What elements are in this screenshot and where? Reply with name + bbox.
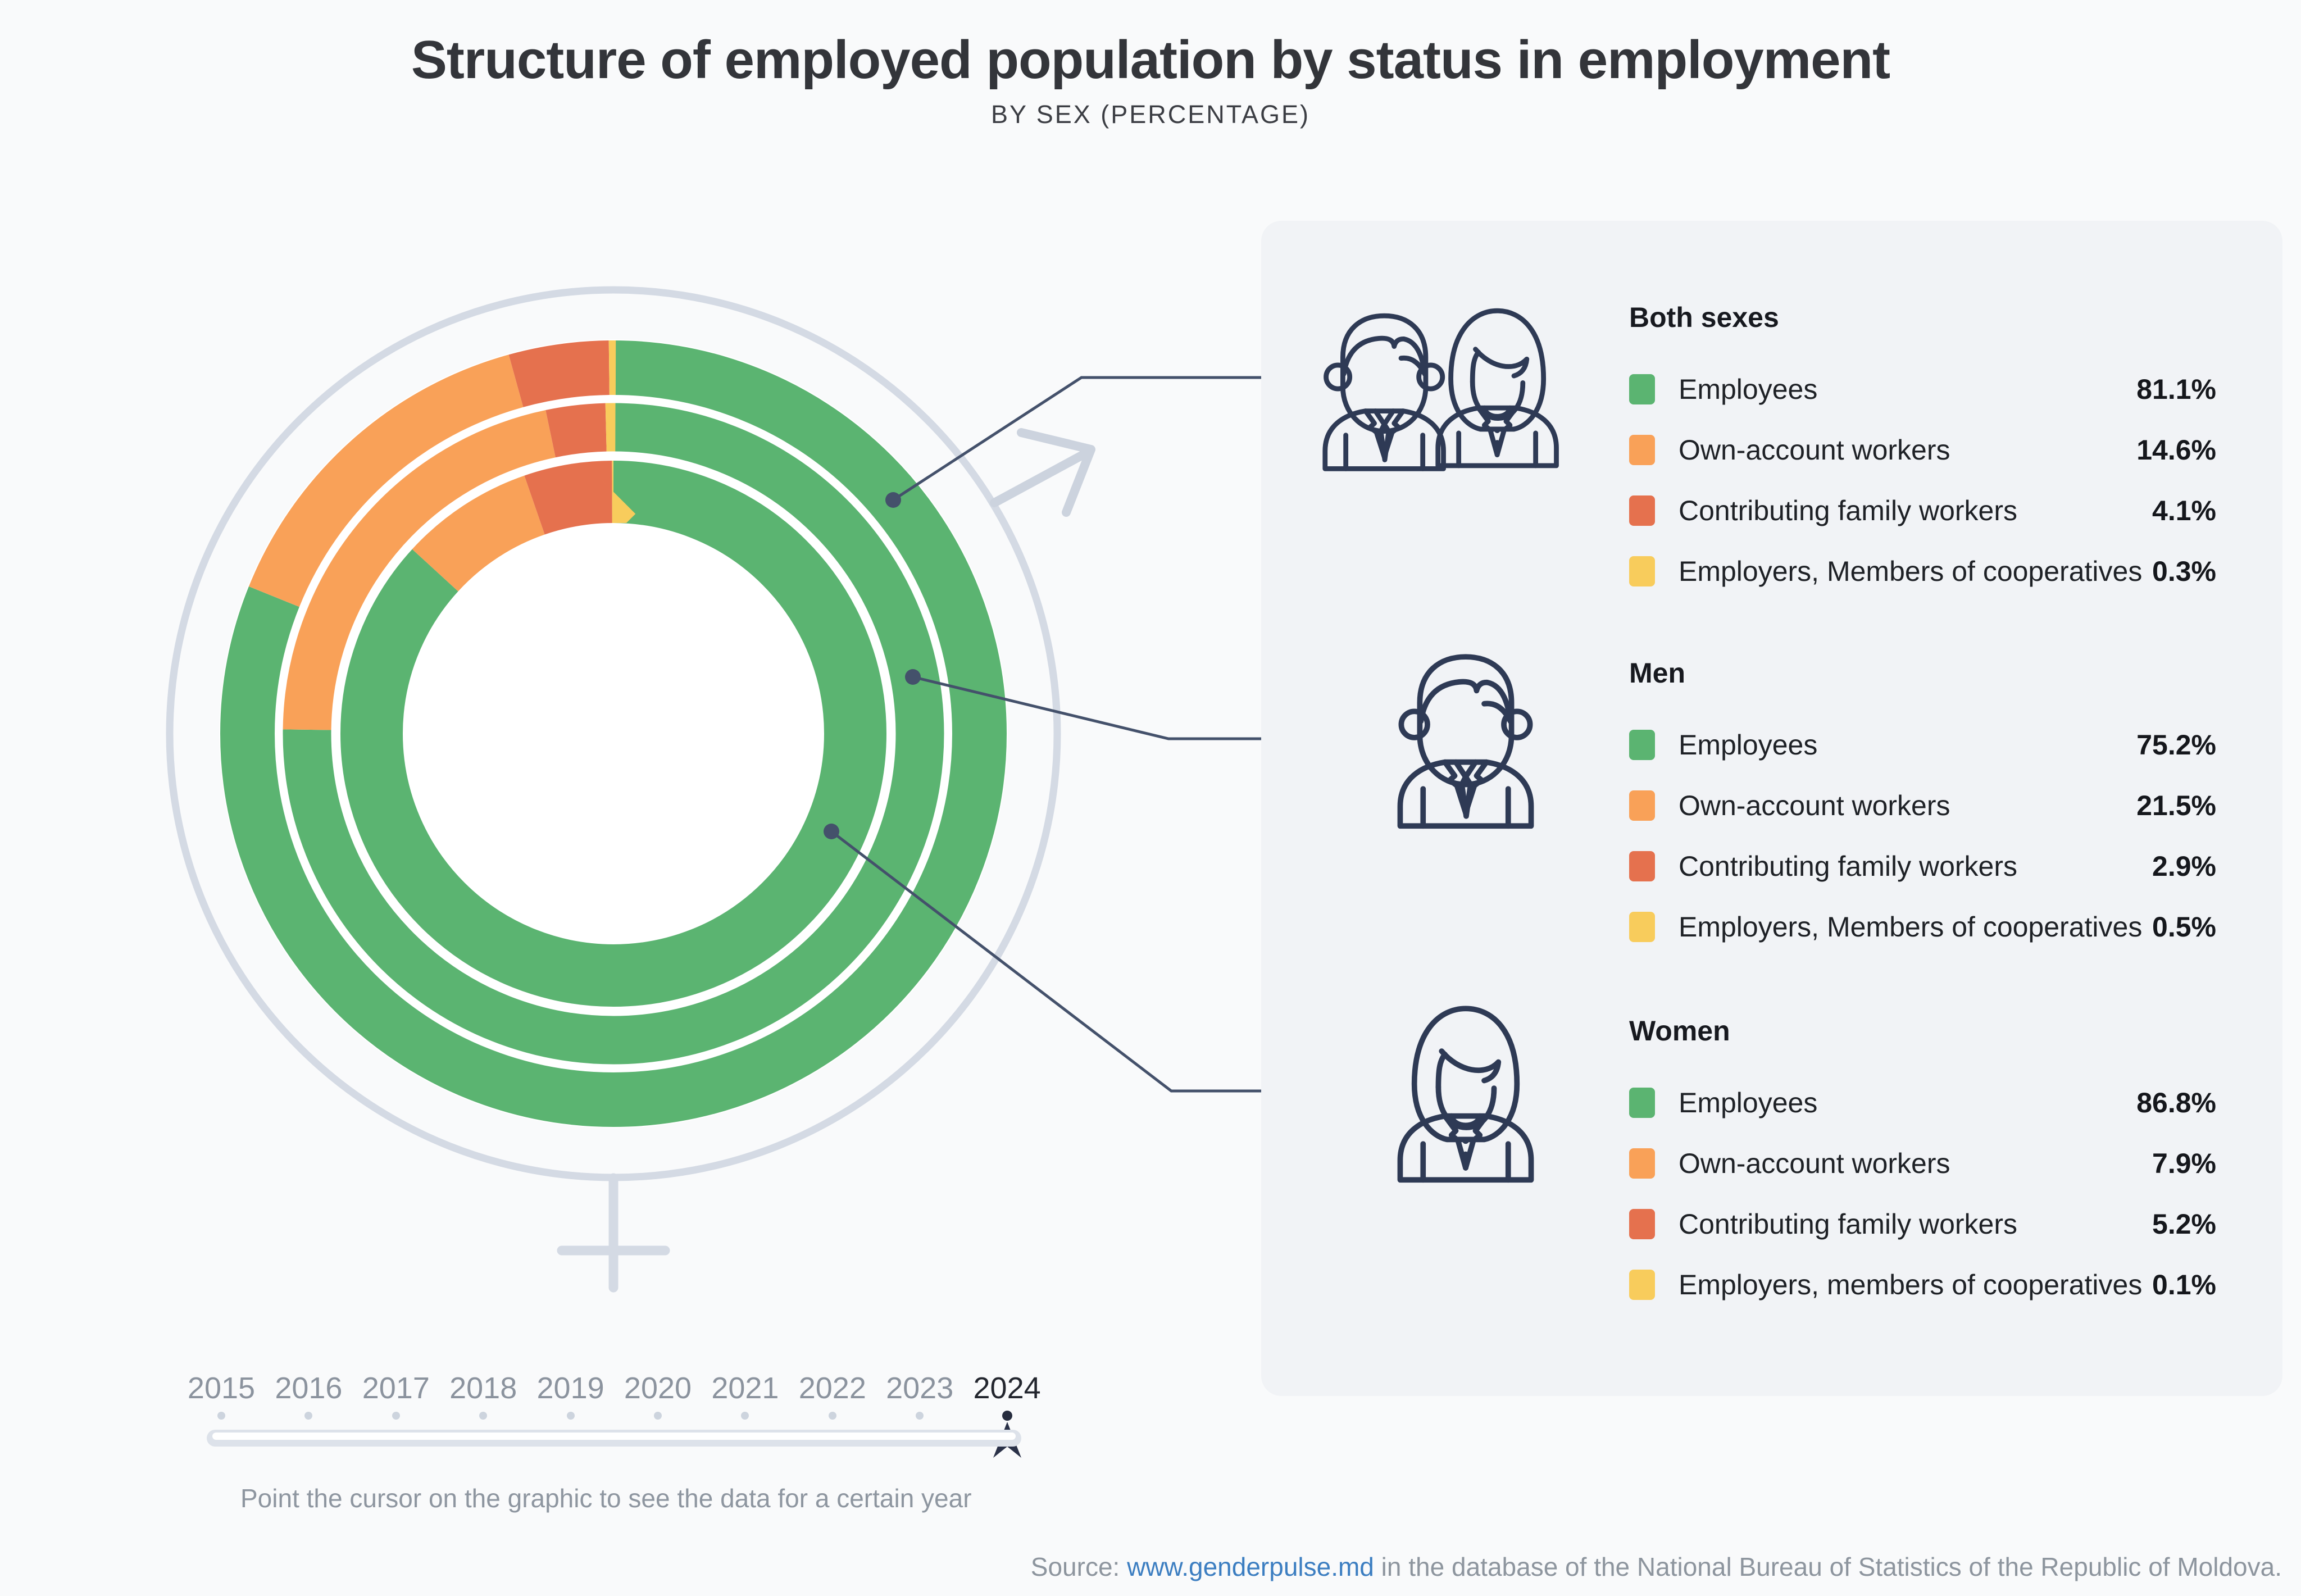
timeline-dot[interactable] [392,1412,400,1420]
legend-row [1629,1072,2216,1133]
year-2021[interactable]: 2021 [711,1371,779,1405]
legend-row [1629,1133,2216,1194]
legend-row [1629,897,2216,957]
legend-row [1629,715,2216,775]
legend-row [1629,359,2216,420]
year-2020[interactable]: 2020 [624,1371,692,1405]
source-link[interactable]: www.genderpulse.md [1127,1552,1374,1581]
legend-group-women [1629,1016,2216,1315]
employees-swatch [1629,730,1655,760]
legend-label: Employees [1679,374,1818,405]
legend-group-both-sexes [1629,302,2216,602]
connector-dot-men [905,669,921,685]
employers-swatch [1629,556,1655,586]
legend-value: 5.2% [2152,1208,2216,1240]
legend-value: 14.6% [2136,434,2216,466]
legend-value: 2.9% [2152,851,2216,882]
family-workers-swatch [1629,495,1655,526]
legend-row [1629,420,2216,480]
year-2016[interactable]: 2016 [275,1371,343,1405]
man-icon [1393,642,1538,831]
employees-swatch [1629,1088,1655,1118]
woman-icon [1393,995,1538,1185]
timeline-hint: Point the cursor on the graphic to see the data for a certain year [240,1484,972,1513]
source-line [1031,1552,2282,1582]
legend-value: 4.1% [2152,495,2216,526]
timeline-slider-track[interactable] [207,1430,1021,1447]
legend-label: Employers, Members of cooperatives [1679,556,2143,587]
family-workers-swatch [1629,1209,1655,1239]
group-heading: Both sexes [1629,302,1779,333]
own-account-swatch [1629,790,1655,821]
legend-label: Contributing family workers [1679,851,2017,882]
family-workers-swatch [1629,851,1655,881]
source-suffix: in the database of the National Bureau of Statistics of the Republic of Moldova. [1374,1552,2282,1581]
connector-dot-both-sexes [885,492,901,508]
legend-label: Employers, members of cooperatives [1679,1269,2143,1301]
legend-label: Own-account workers [1679,790,1950,821]
legend-value: 81.1% [2136,374,2216,405]
year-2018[interactable]: 2018 [449,1371,517,1405]
year-2017[interactable]: 2017 [362,1371,430,1405]
timeline-dot[interactable] [304,1412,312,1420]
employers-swatch [1629,1270,1655,1300]
year-2022[interactable]: 2022 [798,1371,866,1405]
legend-label: Own-account workers [1679,1148,1950,1179]
timeline-dot[interactable] [654,1412,662,1420]
legend-row [1629,1194,2216,1254]
connector-dot-women [824,824,839,839]
year-2024-active[interactable]: 2024 [973,1371,1041,1405]
own-account-swatch [1629,1148,1655,1179]
year-2023[interactable]: 2023 [886,1371,954,1405]
employers-swatch [1629,912,1655,942]
connector-line-both-sexes [893,378,1310,500]
page-subtitle: BY SEX (PERCENTAGE) [991,100,1310,129]
timeline-dot[interactable] [829,1412,836,1420]
timeline-dot[interactable] [916,1412,924,1420]
legend-value: 86.8% [2136,1087,2216,1118]
legend-label: Employees [1679,729,1818,761]
legend-label: Contributing family workers [1679,495,2017,526]
timeline-dot-active[interactable] [1002,1411,1012,1421]
male-arrow-icon [994,433,1091,512]
year-2019[interactable]: 2019 [536,1371,604,1405]
legend-value: 0.3% [2152,556,2216,587]
man-woman-icon [1320,296,1562,475]
legend-row [1629,775,2216,836]
source-prefix: Source: [1030,1552,1127,1581]
timeline-dot[interactable] [741,1412,749,1420]
own-account-swatch [1629,435,1655,465]
legend-label: Employers, Members of cooperatives [1679,911,2143,943]
legend-group-men [1629,658,2216,957]
legend-row [1629,480,2216,541]
legend-label: Employees [1679,1087,1818,1118]
female-cross-icon [562,1178,665,1288]
timeline-slider-track-inner [212,1433,1016,1440]
timeline-dot[interactable] [479,1412,487,1420]
timeline-dot[interactable] [567,1412,575,1420]
group-heading: Men [1629,657,1685,689]
page-title: Structure of employed population by status in employment [411,30,1890,90]
year-2015[interactable]: 2015 [187,1371,256,1405]
legend-value: 0.1% [2152,1269,2216,1301]
legend-label: Contributing family workers [1679,1208,2017,1240]
group-heading: Women [1629,1015,1730,1047]
timeline-dot[interactable] [217,1412,225,1420]
legend-value: 21.5% [2136,790,2216,821]
legend-value: 0.5% [2152,911,2216,943]
legend-row [1629,1254,2216,1315]
legend-row [1629,836,2216,897]
legend-row [1629,541,2216,602]
legend-value: 7.9% [2152,1148,2216,1179]
legend-value: 75.2% [2136,729,2216,761]
employees-swatch [1629,374,1655,404]
legend-label: Own-account workers [1679,434,1950,466]
